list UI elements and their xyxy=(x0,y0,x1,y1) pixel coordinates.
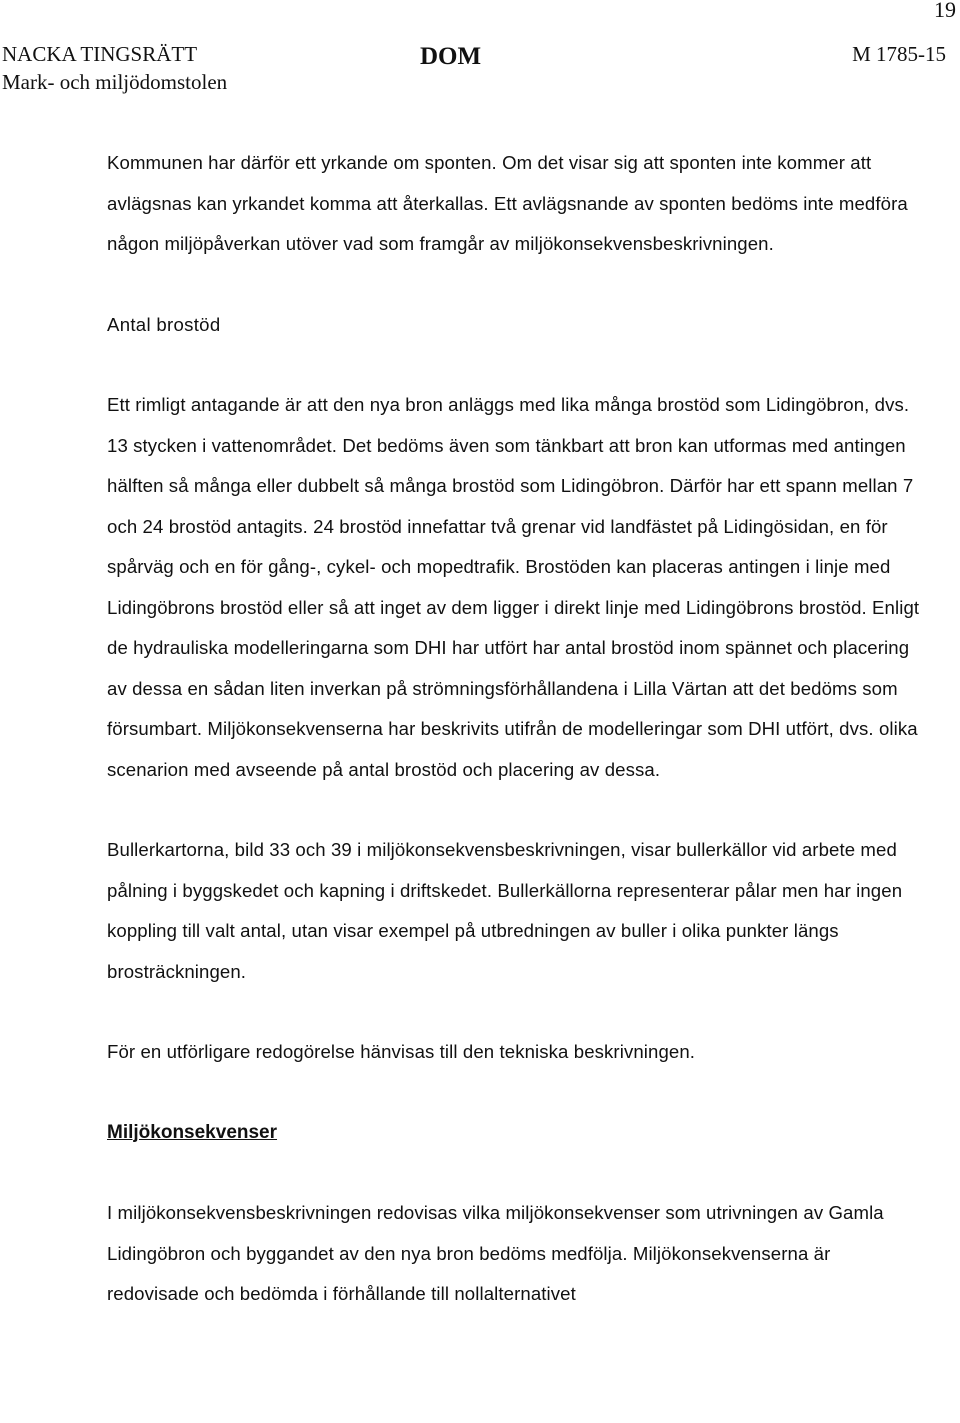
court-name: NACKA TINGSRÄTT xyxy=(2,42,198,66)
court-division: Mark- och miljödomstolen xyxy=(2,70,228,94)
paragraph-miljokonsekvenser: I miljökonsekvensbeskrivningen redovisas vilka miljökonsekvenser som utrivningen av Gamla Lidingöbron och byggandet av den nya bron bedöms medfölja. Miljökonsekvenserna är redovisade och bedömda i förhållande till nollalternativet xyxy=(107,1202,884,1304)
paragraph-sponten: Kommunen har därför ett yrkande om sponten. Om det visar sig att sponten inte kommer att avlägsnas kan yrkandet komma att återkallas. Ett avlägsnande av sponten bedöms inte medföra någon miljöpåverkan utöver vad som framgår av miljökonsekvensbeskrivningen. xyxy=(107,152,908,254)
page-number: 19 xyxy=(934,0,956,22)
document-body xyxy=(107,143,927,1315)
paragraph-teknisk-beskrivning: För en utförligare redogörelse hänvisas till den tekniska beskrivningen. xyxy=(107,1041,696,1062)
document-header xyxy=(0,40,960,96)
heading-antal-brostod: Antal brostöd xyxy=(107,313,221,335)
case-number: M 1785-15 xyxy=(852,42,946,66)
heading-miljokonsekvenser: Miljökonsekvenser xyxy=(107,1121,278,1143)
paragraph-bullerkartorna: Bullerkartorna, bild 33 och 39 i miljökonsekvensbeskrivningen, visar bullerkällor vid arbete med pålning i byggskedet och kapning i driftskedet. Bullerkällorna representerar pålar men har ingen koppling till valt antal, utan visar exempel på utbredningen av buller i olika punkter längs brosträckningen. xyxy=(107,839,903,982)
document-type: DOM xyxy=(420,43,482,70)
paragraph-antal-brostod: Ett rimligt antagande är att den nya bron anläggs med lika många brostöd som Lidingöbron, dvs. 13 stycken i vattenområdet. Det bedöms även som tänkbart att bron kan utformas med antingen hälften så många eller dubbelt så många brostöd som Lidingöbron. Därför har ett spann mellan 7 och 24 brostöd antagits. 24 brostöd innefattar två grenar vid landfästet på Lidingösidan, en för spårväg och en för gång-, cykel- och mopedtrafik. Brostöden kan placeras antingen i linje med Lidingöbrons brostöd eller så att inget av dem ligger i direkt linje med Lidingöbrons brostöd. Enligt de hydrauliska modelleringarna som DHI har utfört har antal brostöd inom spännet och placering av dessa en sådan liten inverkan på strömningsförhållandena i Lilla Värtan att det bedöms som försumbart. Miljökonsekvenserna har beskrivits utifrån de modelleringar som DHI utfört, dvs. olika scenarion med avseende på antal brostöd och placering av dessa. xyxy=(107,394,920,780)
court-info xyxy=(2,40,227,96)
